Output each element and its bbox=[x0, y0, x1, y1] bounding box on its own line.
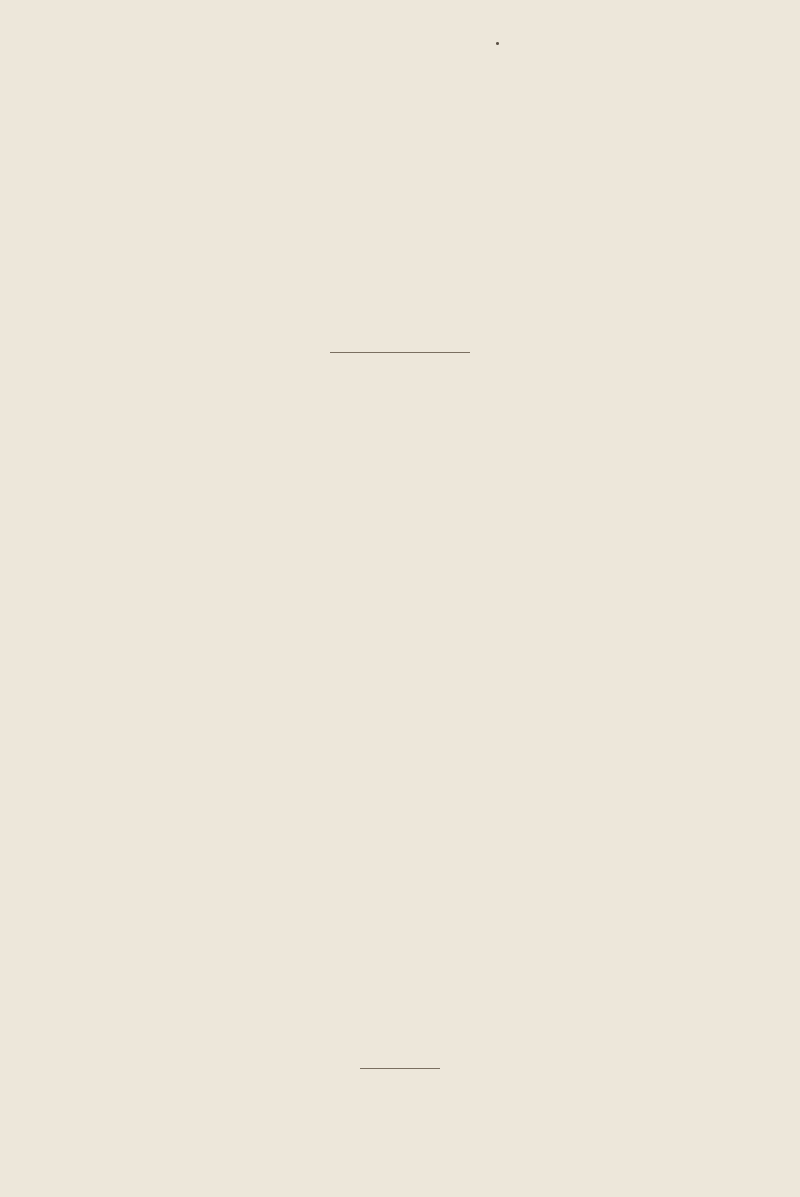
section-divider bbox=[330, 352, 470, 353]
footer-divider bbox=[360, 1068, 440, 1069]
stray-dot bbox=[496, 42, 499, 45]
